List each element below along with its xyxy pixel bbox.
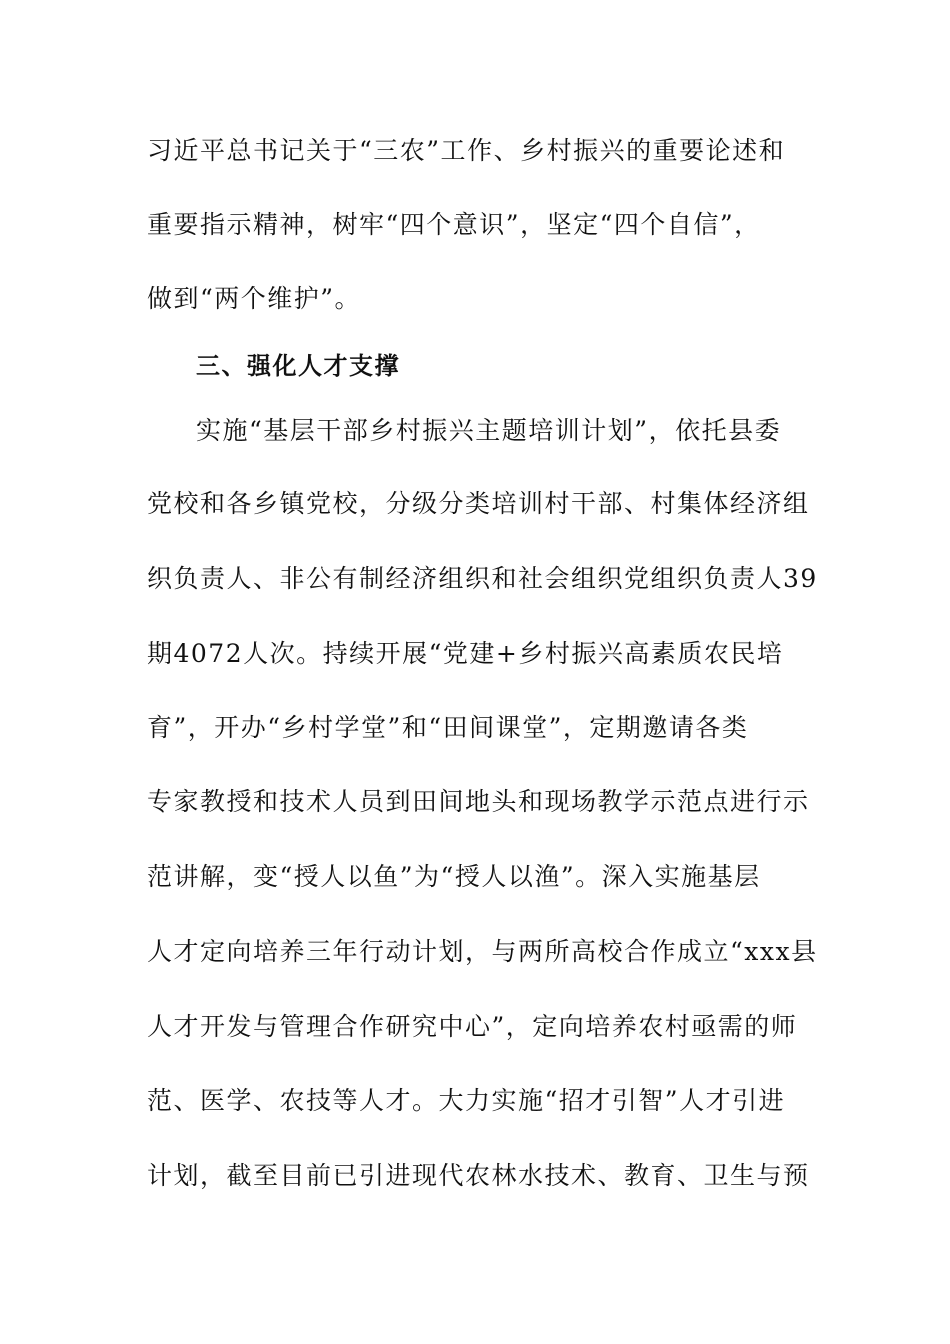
paragraph-line: 织负责人、非公有制经济组织和社会组织党组织负责人39	[147, 564, 818, 593]
paragraph-line: 期4072人次。持续开展“党建+乡村振兴高素质农民培	[147, 639, 784, 668]
paragraph-line: 育”，开办“乡村学堂”和“田间课堂”，定期邀请各类	[147, 713, 749, 742]
paragraph-line: 做到“两个维护”。	[147, 284, 362, 313]
paragraph-line: 人才定向培养三年行动计划，与两所高校合作成立“xxx县	[147, 937, 818, 966]
paragraph-line: 范讲解，变“授人以鱼”为“授人以渔”。深入实施基层	[147, 862, 761, 891]
paragraph-line: 专家教授和技术人员到田间地头和现场教学示范点进行示	[147, 787, 810, 816]
paragraph-line: 重要指示精神，树牢“四个意识”，坚定“四个自信”，	[147, 210, 761, 239]
paragraph-line: 人才开发与管理合作研究中心”，定向培养农村亟需的师	[147, 1012, 798, 1041]
paragraph-line: 实施“基层干部乡村振兴主题培训计划”，依托县委	[196, 416, 782, 445]
paragraph-line: 计划，截至目前已引进现代农林水技术、教育、卫生与预	[147, 1161, 810, 1190]
paragraph-line: 党校和各乡镇党校，分级分类培训村干部、村集体经济组	[147, 489, 810, 518]
paragraph-line: 习近平总书记关于“三农”工作、乡村振兴的重要论述和	[147, 136, 786, 165]
section-heading: 三、强化人才支撑	[196, 352, 400, 380]
paragraph-line: 范、医学、农技等人才。大力实施“招才引智”人才引进	[147, 1086, 786, 1115]
